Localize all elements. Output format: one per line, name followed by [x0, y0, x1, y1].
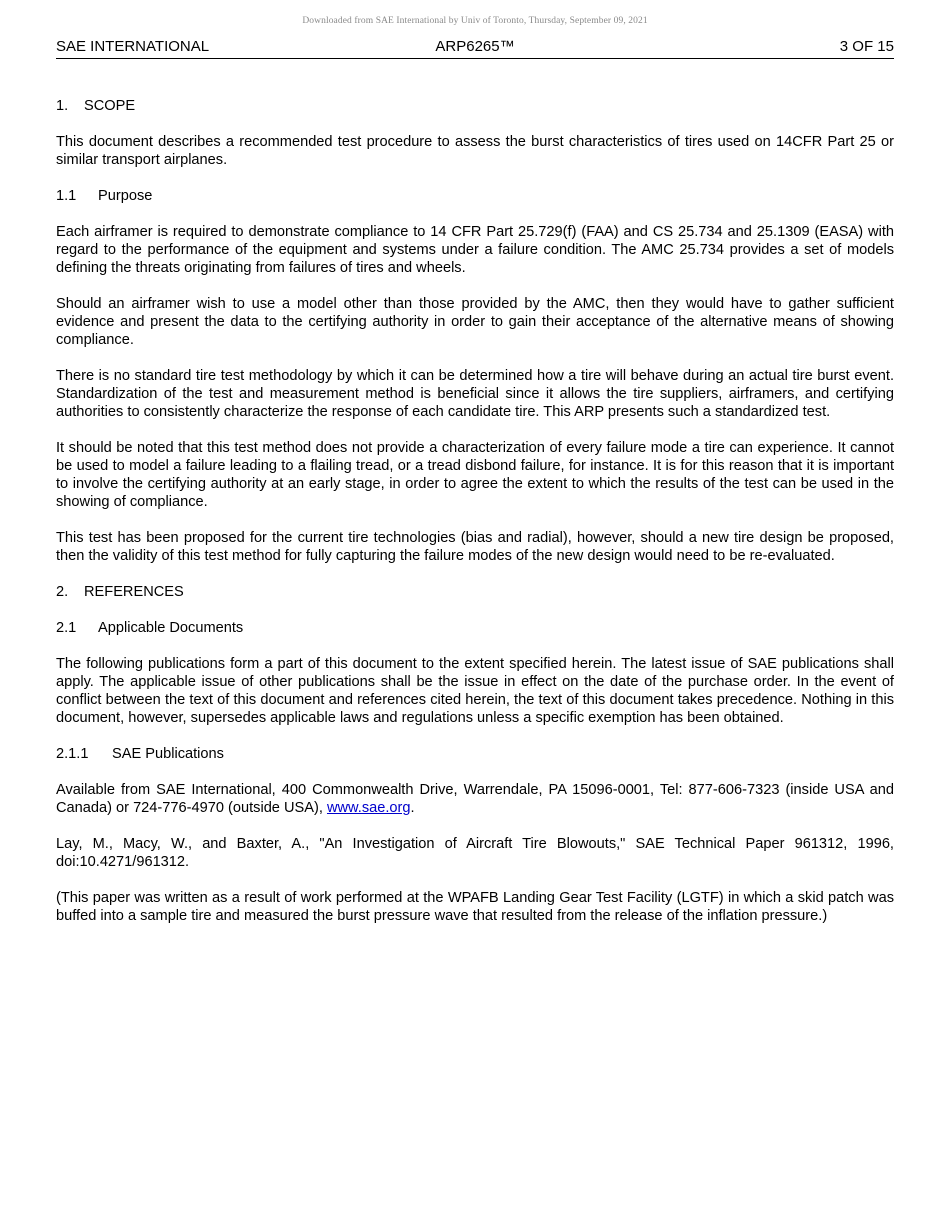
- section-title: Purpose: [98, 188, 153, 204]
- section-number: 2.1.1: [56, 746, 89, 762]
- paragraph-text-end: .: [410, 800, 415, 816]
- paragraph: This test has been proposed for the current tire technologies (bias and radial), however, should a new tire design be proposed, then the validity of this test method for fully capturing the failure modes of the new design would need to be re-evaluated.: [56, 530, 894, 564]
- paragraph-sae-address: [56, 781, 894, 817]
- section-heading-references: [56, 583, 894, 601]
- document-body: [56, 97, 894, 943]
- section-heading-scope: [56, 97, 894, 115]
- sae-website-link[interactable]: www.sae.org: [326, 800, 411, 816]
- paragraph: This document describes a recommended test procedure to assess the burst characteristics of tires used on 14CFR Part 25 or similar transport airplanes.: [56, 134, 894, 168]
- section-title: REFERENCES: [84, 584, 184, 600]
- paragraph: Should an airframer wish to use a model other than those provided by the AMC, then they would have to gather sufficient evidence and present the data to the certifying authority in order to gain their acceptance of the alternative means of showing compliance.: [56, 296, 894, 348]
- paragraph: (This paper was written as a result of work performed at the WPAFB Landing Gear Test Facility (LGTF) in which a skid patch was buffed into a sample tire and measured the burst pressure wave that resulted from the release of the inflation pressure.): [56, 890, 894, 924]
- section-title: Applicable Documents: [98, 620, 244, 636]
- section-title: SCOPE: [84, 98, 136, 114]
- page-header: [56, 38, 894, 59]
- paragraph-reference-citation: Lay, M., Macy, W., and Baxter, A., "An Investigation of Aircraft Tire Blowouts," SAE Technical Paper 961312, 1996, doi:10.4271/961312.: [56, 836, 894, 870]
- section-number: 1.1: [56, 188, 77, 204]
- section-heading-applicable-documents: [56, 619, 894, 637]
- header-org: SAE INTERNATIONAL: [56, 38, 210, 55]
- section-number: 2.1: [56, 620, 77, 636]
- paragraph-text: Available from SAE International, 400 Commonwealth Drive, Warrendale, PA 15096-0001, Tel: 877-606-7323 (inside USA and Canada) or 724-776-4970 (outside USA),: [56, 782, 894, 816]
- section-heading-purpose: [56, 187, 894, 205]
- paragraph: It should be noted that this test method does not provide a characterization of every failure mode a tire can experience. It cannot be used to model a failure leading to a flailing tread, or a tread disbond failure, for instance. It is for this reason that it is important to involve the certifying authority at an early stage, in order to agree the extent to which the results of the test can be used in the showing of compliance.: [56, 440, 894, 510]
- section-heading-sae-publications: [56, 745, 894, 763]
- section-title: SAE Publications: [112, 746, 224, 762]
- section-number: 2.: [56, 584, 69, 600]
- header-doc-id: ARP6265™: [435, 38, 515, 55]
- header-page-number: 3 OF 15: [839, 38, 894, 55]
- paragraph: There is no standard tire test methodology by which it can be determined how a tire will behave during an actual tire burst event. Standardization of the test and measurement method is beneficial since it allows the tire suppliers, airframers, and certifying authorities to consistently characterize the response of each candidate tire. This ARP presents such a standardized test.: [56, 368, 894, 420]
- paragraph: Each airframer is required to demonstrate compliance to 14 CFR Part 25.729(f) (FAA) and CS 25.734 and 25.1309 (EASA) with regard to the performance of the equipment and systems under a failure condition. The AMC 25.734 provides a set of models defining the threats originating from failures of tires and wheels.: [56, 224, 894, 276]
- section-number: 1.: [56, 98, 69, 114]
- paragraph: The following publications form a part of this document to the extent specified herein. The latest issue of SAE publications shall apply. The applicable issue of other publications shall be the issue in effect on the date of the purchase order. In the event of conflict between the text of this document and references cited herein, the text of this document takes precedence. Nothing in this document, however, supersedes applicable laws and regulations unless a specific exemption has been obtained.: [56, 656, 894, 726]
- download-watermark: Downloaded from SAE International by Univ of Toronto, Thursday, September 09, 2021: [302, 16, 648, 26]
